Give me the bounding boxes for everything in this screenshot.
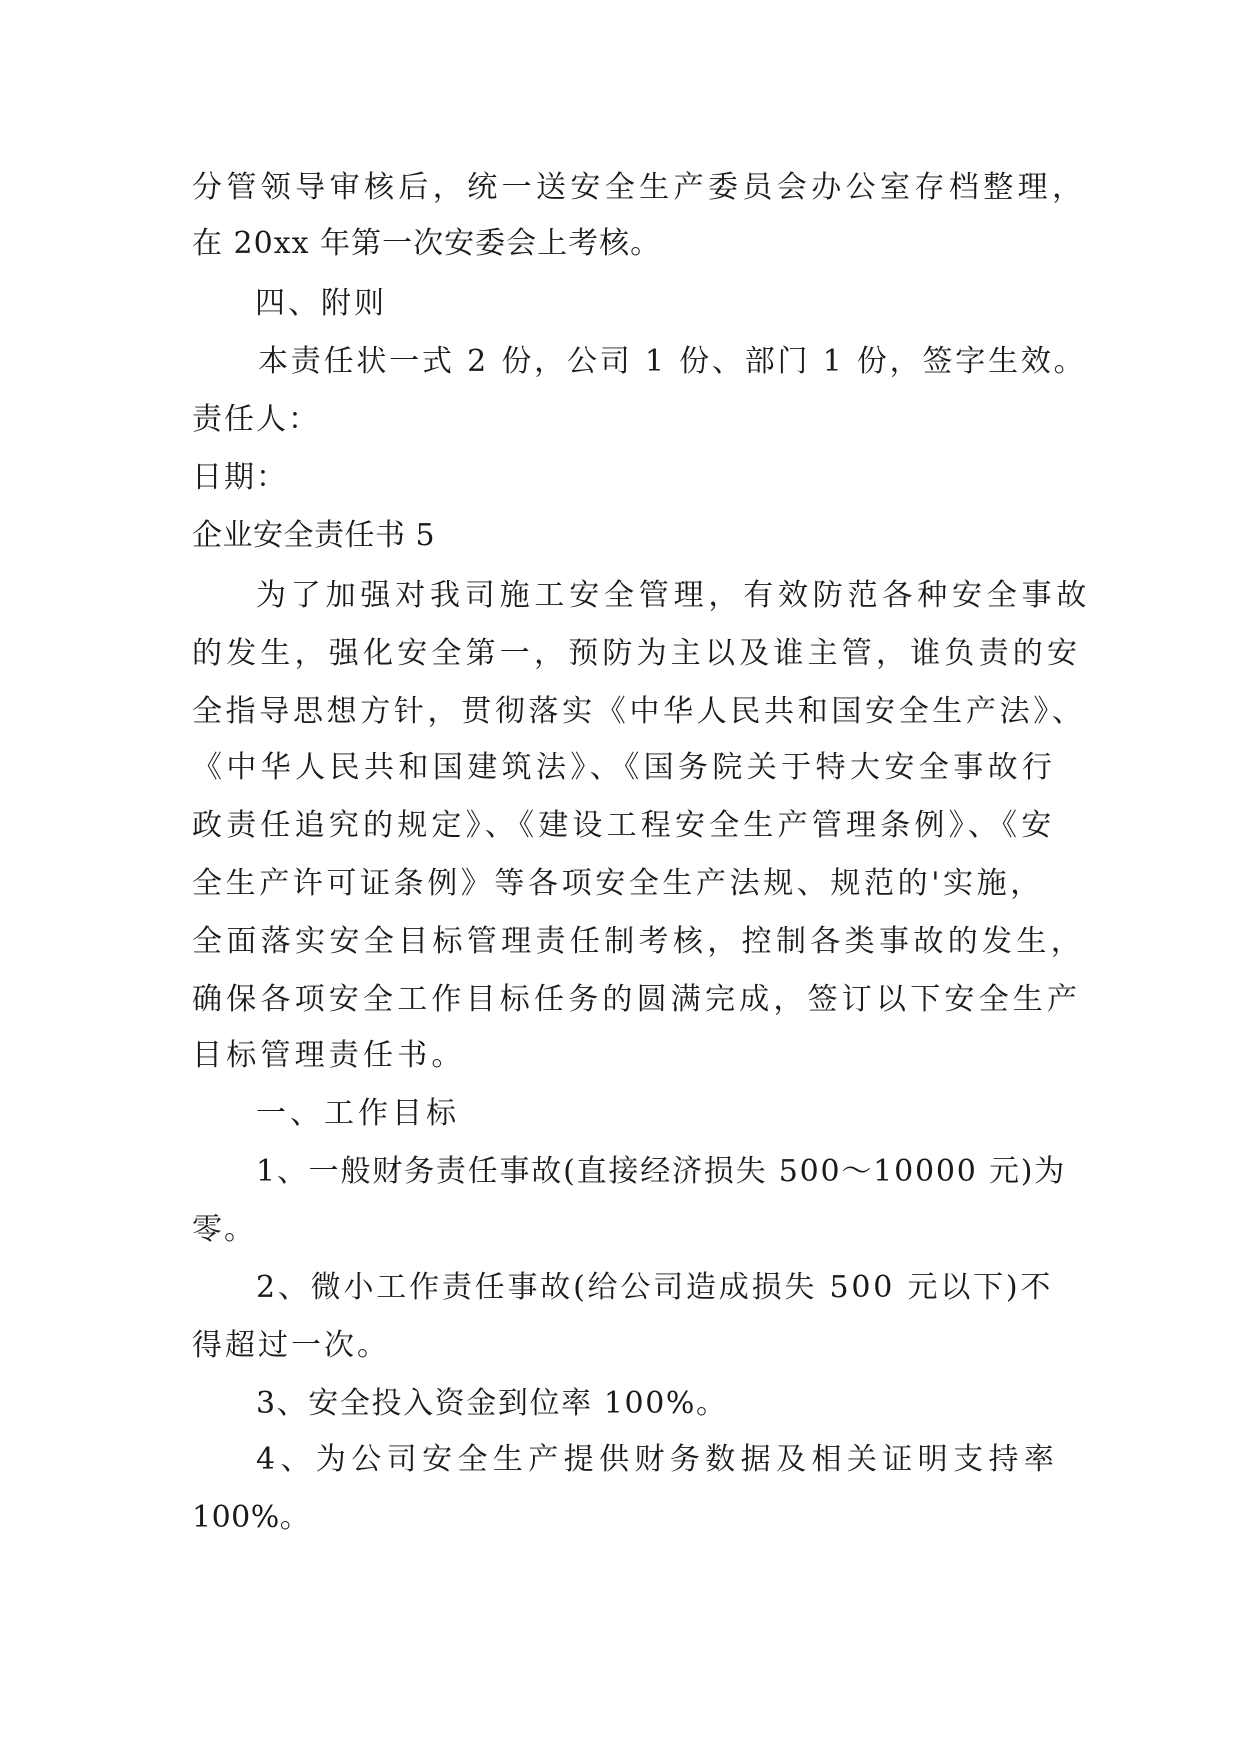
list-item: 3、安全投入资金到位率 100%。 xyxy=(256,1386,728,1421)
text-line: 全指导思想方针，贯彻落实《中华人民共和国安全生产法》、 xyxy=(192,694,1086,729)
text-line: 目标管理责任书。 xyxy=(192,1038,466,1073)
document-title: 企业安全责任书 5 xyxy=(192,518,436,553)
text-line: 政责任追究的规定》、《建设工程安全生产管理条例》、《安 xyxy=(192,808,1056,843)
text-line: 全生产许可证条例》等各项安全生产法规、规范的'实施， xyxy=(192,866,1044,901)
text-line: 分管领导审核后，统一送安全生产委员会办公室存档整理， xyxy=(192,170,1087,205)
text-line: 零。 xyxy=(192,1212,256,1247)
signature-label: 责任人： xyxy=(192,402,320,437)
date-label: 日期： xyxy=(192,460,288,495)
text-line: 本责任状一式 2 份，公司 1 份、部门 1 份，签字生效。 xyxy=(258,344,1087,379)
text-line: 确保各项安全工作目标任务的圆满完成，签订以下安全生产 xyxy=(192,982,1082,1017)
section-heading: 四、附则 xyxy=(255,286,387,321)
text-line: 的发生，强化安全第一，预防为主以及谁主管，谁负责的安 xyxy=(192,636,1082,671)
text-line: 全面落实安全目标管理责任制考核，控制各类事故的发生， xyxy=(192,924,1086,959)
section-heading: 一、工作目标 xyxy=(256,1096,460,1131)
text-line: 在 20xx 年第一次安委会上考核。 xyxy=(192,226,662,261)
text-line: 《中华人民共和国建筑法》、《国务院关于特大安全事故行 xyxy=(192,750,1057,785)
text-line: 100%。 xyxy=(192,1500,311,1535)
list-item: 2、微小工作责任事故(给公司造成损失 500 元以下)不 xyxy=(256,1270,1054,1305)
list-item: 1、一般财务责任事故(直接经济损失 500～10000 元)为 xyxy=(256,1154,1067,1189)
text-line: 为了加强对我司施工安全管理，有效防范各种安全事故 xyxy=(256,578,1092,613)
text-line: 得超过一次。 xyxy=(192,1328,390,1363)
list-item: 4、为公司安全生产提供财务数据及相关证明支持率 xyxy=(256,1442,1060,1477)
